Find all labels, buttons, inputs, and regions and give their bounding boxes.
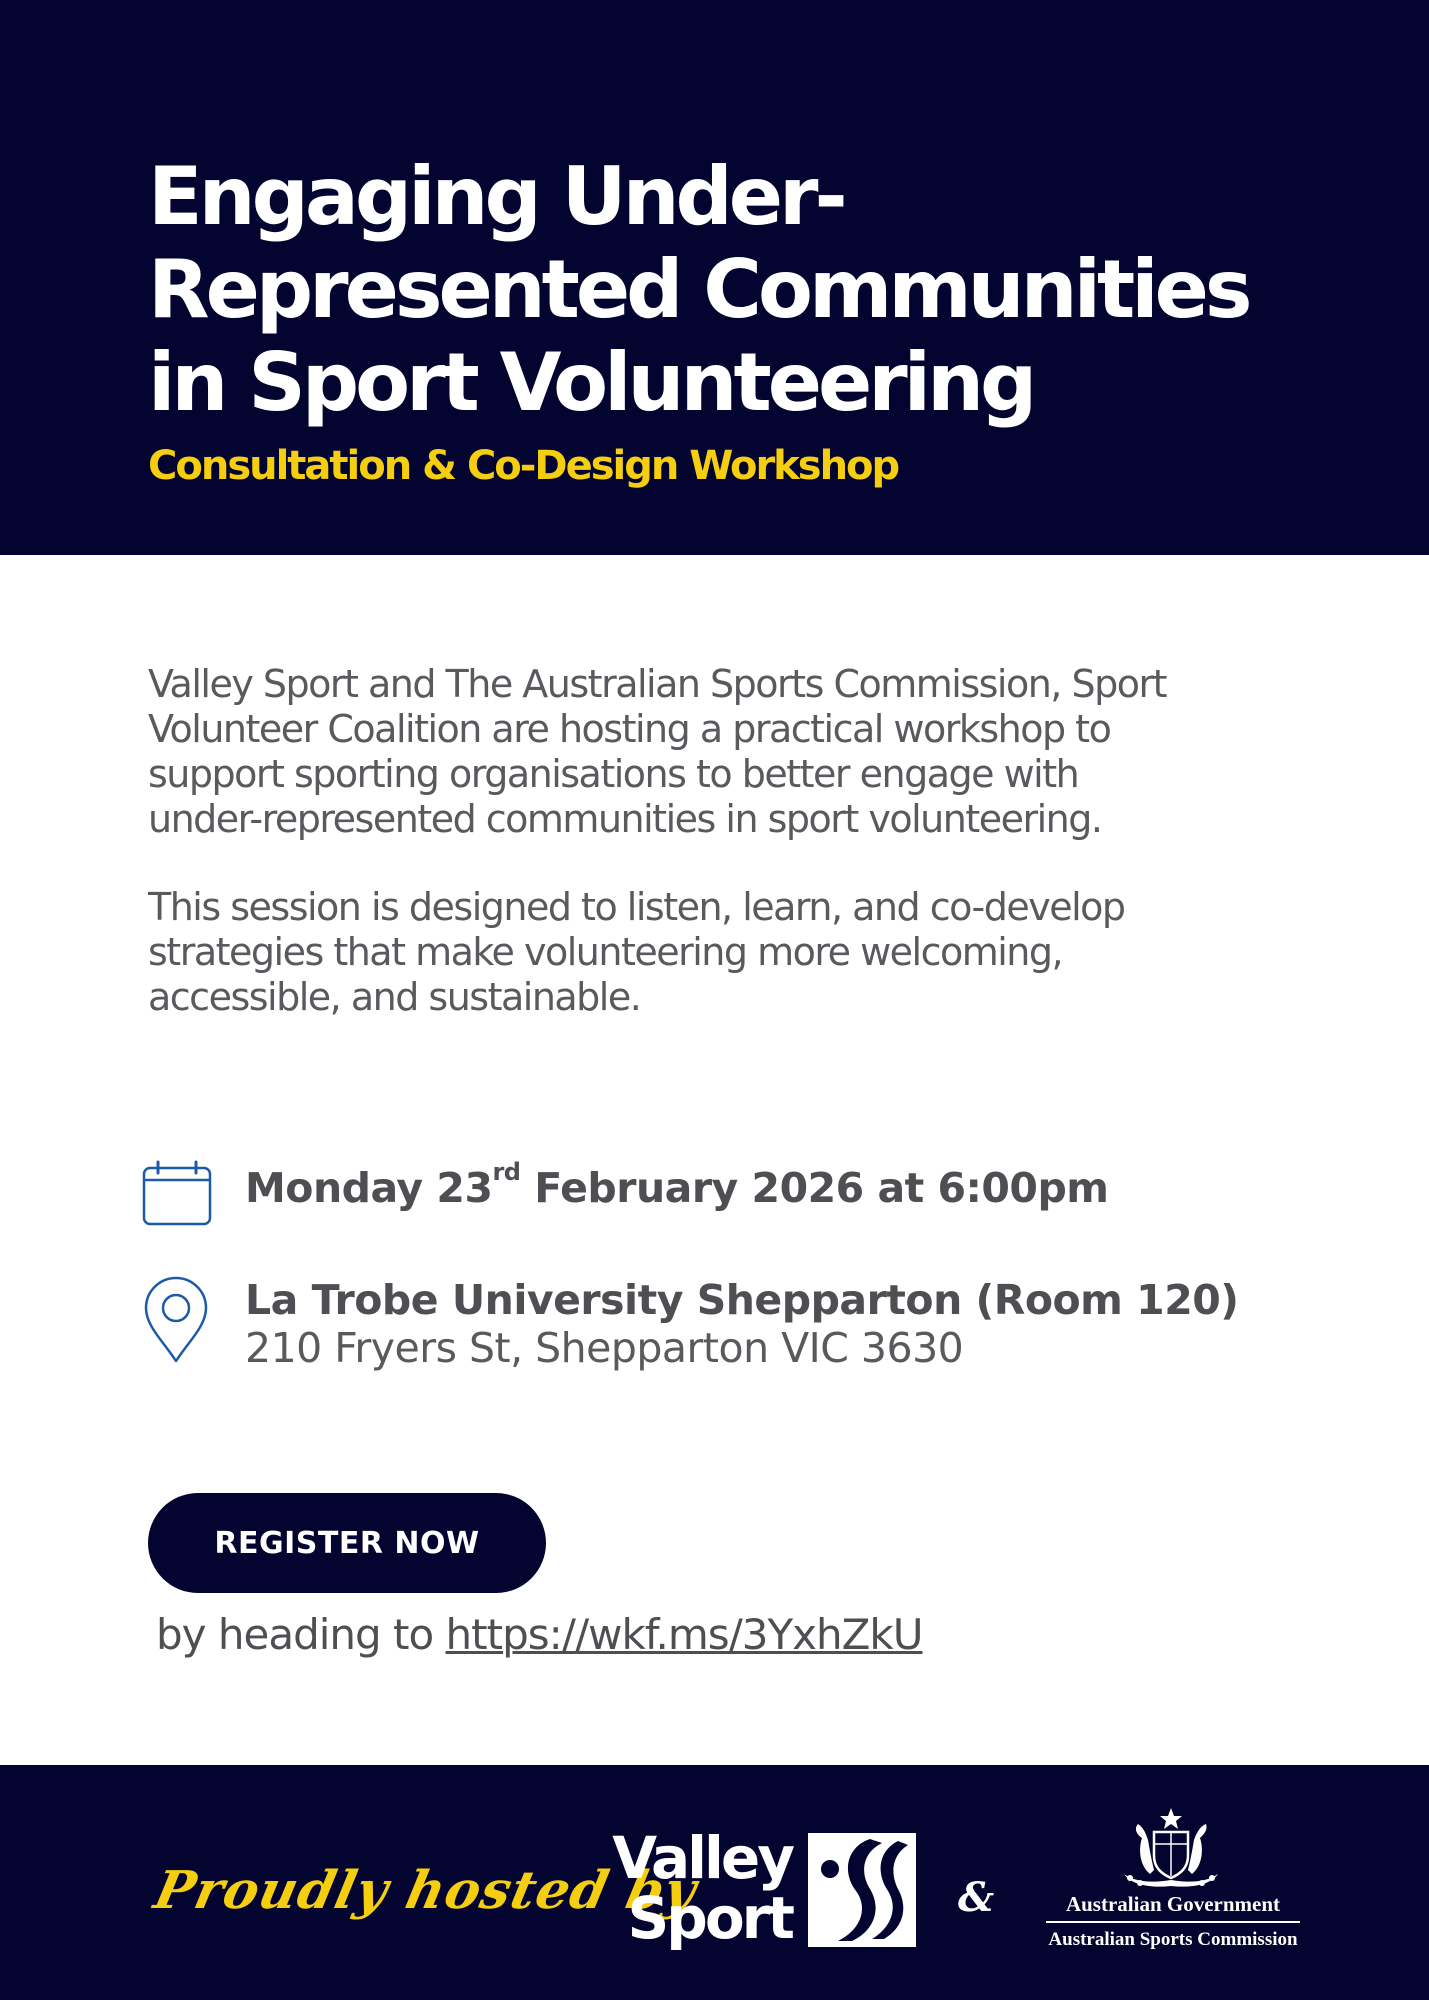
event-date-suffix: rd: [492, 1158, 521, 1186]
intro-p2-line-1: This session is designed to listen, learn, and co-develop: [148, 885, 1125, 929]
intro-p2-line-2: strategies that make volunteering more welcoming,: [148, 930, 1063, 974]
venue-name: La Trobe University Shepparton (Room 120): [245, 1276, 1239, 1324]
event-date: [245, 1160, 1109, 1216]
intro-p1-line-3: support sporting organisations to better engage with: [148, 752, 1079, 796]
intro-p1-line-4: under-represented communities in sport volunteering.: [148, 797, 1102, 841]
intro-paragraph-2: [148, 885, 1328, 1020]
australian-government-label: Australian Government: [1065, 1892, 1281, 1916]
venue-address: 210 Fryers St, Shepparton VIC 3630: [245, 1324, 964, 1372]
intro-p1-line-2: Volunteer Coalition are hosting a practical workshop to: [148, 707, 1111, 751]
australian-sports-commission-label: Australian Sports Commission: [1048, 1929, 1298, 1950]
intro-p2-line-3: accessible, and sustainable.: [148, 975, 641, 1019]
location-pin-icon: [143, 1276, 209, 1364]
hosted-by-label: Proudly hosted by: [149, 1860, 703, 1921]
intro-paragraph-1: [148, 662, 1328, 842]
valley-sport-wordmark: [578, 1824, 792, 1952]
valley-sport-logo-icon: [808, 1833, 916, 1947]
government-divider: [1046, 1921, 1300, 1923]
page-title: [148, 150, 1388, 429]
title-line-1: Engaging Under-: [148, 150, 844, 243]
register-link[interactable]: https://wkf.ms/3YxhZkU: [445, 1610, 923, 1659]
event-date-day: Monday 23: [245, 1164, 493, 1212]
event-date-rest: February 2026 at 6:00pm: [520, 1164, 1109, 1212]
valley-sport-line-1: Valley: [612, 1824, 792, 1892]
title-line-2: Represented Communities: [148, 243, 1249, 336]
valley-sport-line-2: Sport: [627, 1884, 792, 1952]
register-now-button[interactable]: REGISTER NOW: [148, 1493, 546, 1593]
ampersand: &: [958, 1874, 995, 1921]
title-line-3: in Sport Volunteering: [148, 336, 1034, 429]
register-instructions: [156, 1607, 922, 1663]
intro-p1-line-1: Valley Sport and The Australian Sports Commission, Sport: [148, 662, 1166, 706]
register-prefix: by heading to: [156, 1610, 446, 1659]
calendar-icon: [142, 1160, 212, 1226]
page-subtitle: Consultation & Co-Design Workshop: [148, 443, 899, 489]
coat-of-arms-icon: [1114, 1804, 1228, 1890]
